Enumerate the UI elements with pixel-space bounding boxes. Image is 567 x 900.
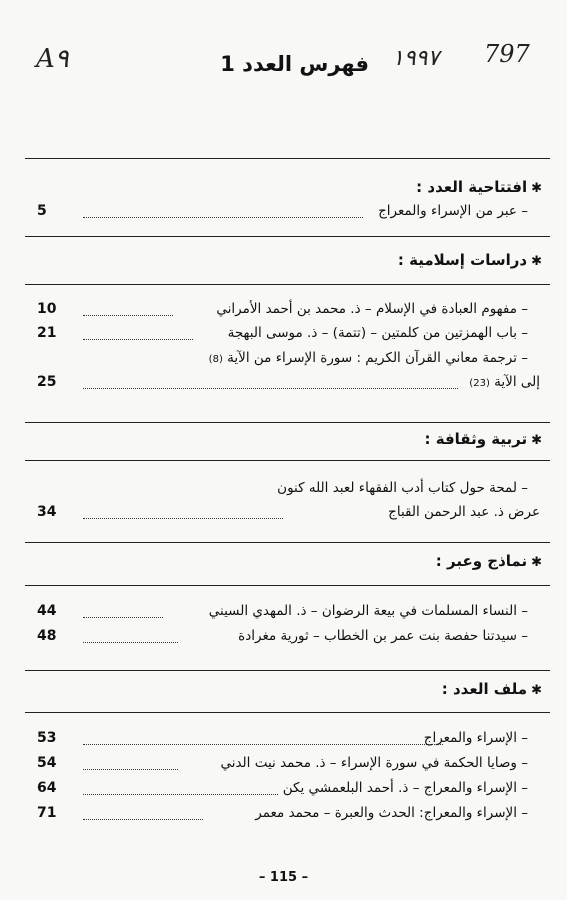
section-divider	[25, 284, 550, 285]
page-number: 71	[37, 805, 57, 821]
toc-entry: – سيدتنا حفصة بنت عمر بن الخطاب – ثورية مغرادة 48	[37, 628, 528, 644]
star-icon: ✱	[531, 683, 542, 698]
toc-entry: إلى الآية (23) 25	[37, 374, 540, 390]
section-heading-models-lessons: ✱نماذج وعبر :	[435, 552, 542, 570]
page-title: فهرس العدد 1	[220, 52, 369, 76]
star-icon: ✱	[531, 254, 542, 269]
section-divider	[25, 542, 550, 543]
page-number: 54	[37, 755, 57, 771]
section-divider	[25, 460, 550, 461]
toc-entry: – لمحة حول كتاب أدب الفقهاء لعبد الله كنون	[277, 480, 528, 496]
section-divider	[25, 422, 550, 423]
toc-entry: – باب الهمزتين من كلمتين – (تتمة) – ذ. موسى البهجة 21	[37, 325, 528, 341]
toc-entry: – ترجمة معاني القرآن الكريم : سورة الإسراء من الآية (8)	[208, 350, 528, 366]
section-heading-education-culture: ✱تربية وثقافة :	[424, 430, 542, 448]
page-footer-number: – 115 –	[258, 870, 309, 885]
star-icon: ✱	[531, 555, 542, 570]
page-number: 53	[37, 730, 57, 746]
toc-entry: – الإسراء والمعراج 53	[37, 730, 528, 746]
page-number: 44	[37, 603, 57, 619]
handwritten-year: ١٩٩٧	[392, 46, 440, 71]
page-number: 34	[37, 504, 57, 520]
toc-entry: – الإسراء والمعراج – ذ. أحمد البلعمشي يكن 64	[37, 780, 528, 796]
page-number: 25	[37, 374, 57, 390]
section-heading-issue-file: ✱ملف العدد :	[441, 680, 542, 698]
toc-entry: – النساء المسلمات في بيعة الرضوان – ذ. المهدي السيني 44	[37, 603, 528, 619]
section-divider	[25, 585, 550, 586]
page-number: 48	[37, 628, 57, 644]
star-icon: ✱	[531, 433, 542, 448]
page-number: 21	[37, 325, 57, 341]
handwritten-note-left: A٩	[36, 44, 69, 74]
star-icon: ✱	[531, 181, 542, 196]
section-heading-islamic-studies: ✱دراسات إسلامية :	[397, 251, 542, 269]
toc-entry: – الإسراء والمعراج: الحدث والعبرة – محمد معمر 71	[37, 805, 528, 821]
toc-entry: – عبر من الإسراء والمعراج 5	[37, 203, 528, 219]
toc-entry: عرض ذ. عبد الرحمن القباج 34	[37, 504, 540, 520]
handwritten-number: 797	[484, 40, 530, 68]
toc-entry: – مفهوم العبادة في الإسلام – ذ. محمد بن أحمد الأمراني 10	[37, 301, 528, 317]
section-heading-editorial: ✱افتتاحية العدد :	[416, 178, 542, 196]
section-divider	[25, 670, 550, 671]
section-divider	[25, 158, 550, 159]
page-number: 10	[37, 301, 57, 317]
section-divider	[25, 712, 550, 713]
toc-entry: – وصايا الحكمة في سورة الإسراء – ذ. محمد نيت الدني 54	[37, 755, 528, 771]
section-divider	[25, 236, 550, 237]
page-number: 5	[37, 203, 47, 219]
page-number: 64	[37, 780, 57, 796]
